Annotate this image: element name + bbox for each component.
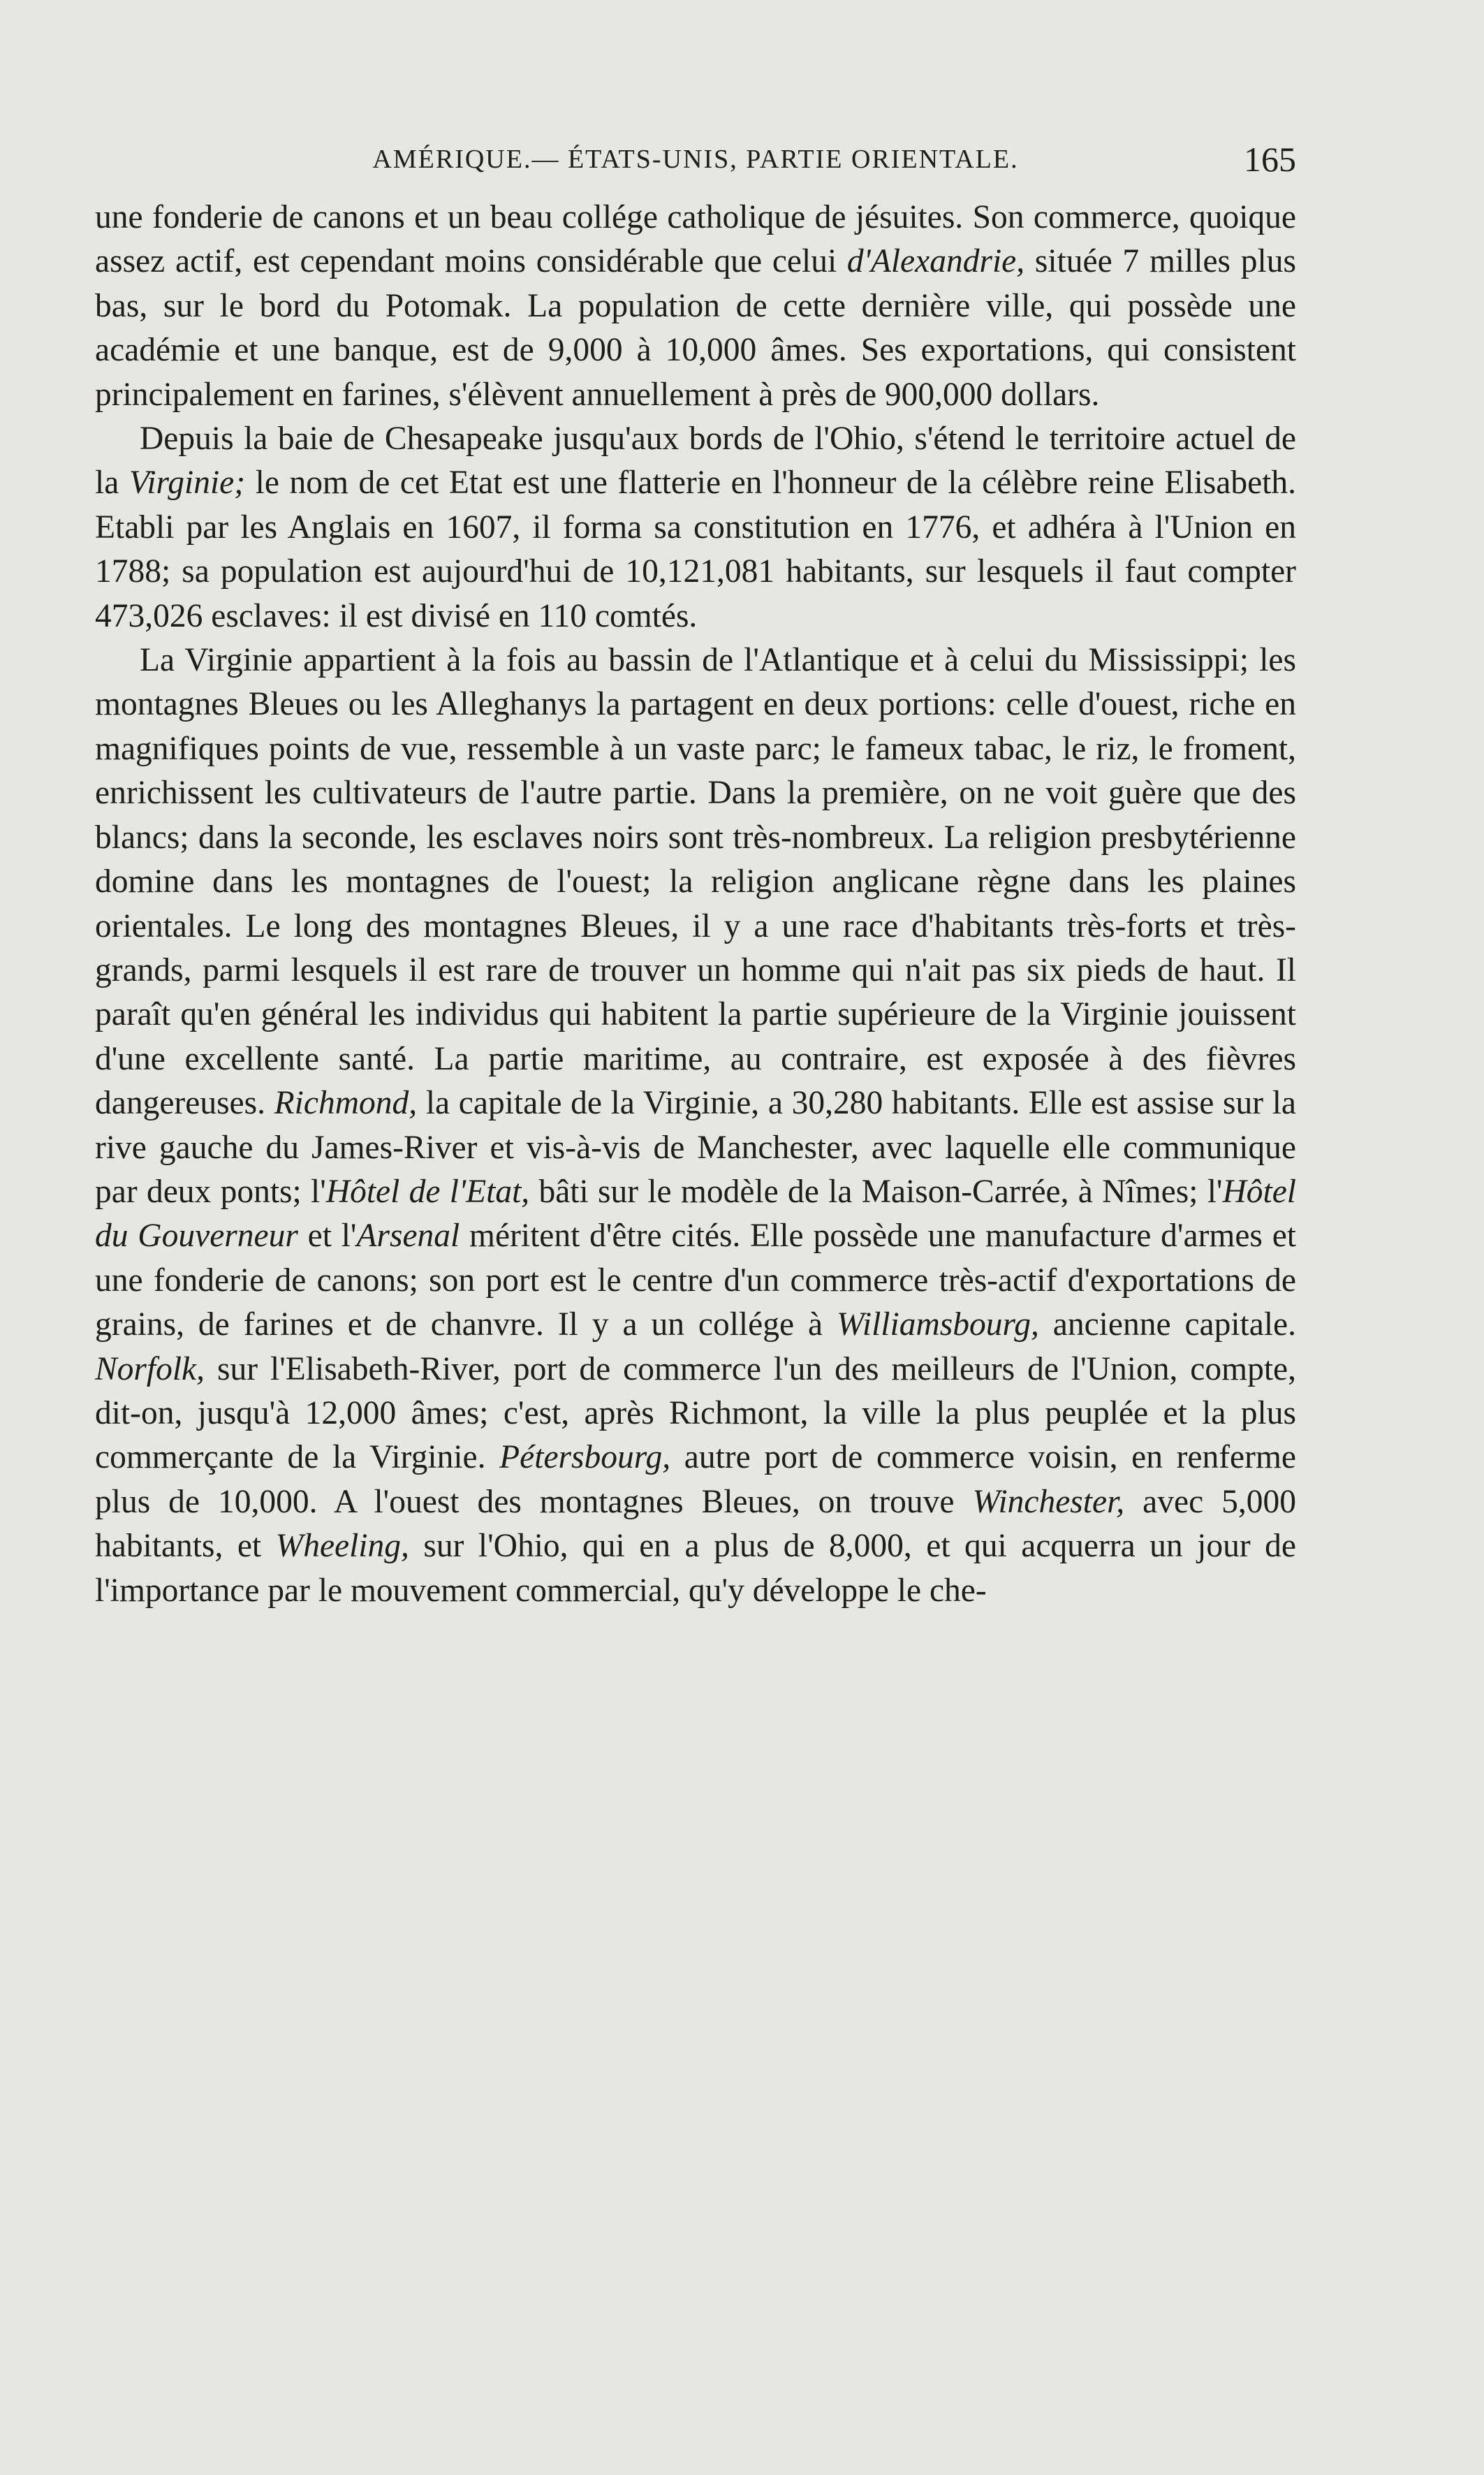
place-name-williamsbourg: Williamsbourg, bbox=[836, 1306, 1039, 1343]
text-run: une fonderie de canons et un beau collége catholique de jésuites. Son commerce, quoique assez actif, est cependant moins considérable que celui bbox=[95, 199, 1296, 280]
text-run: située 7 milles plus bas, sur le bord du Potomak. La population de cette dernière ville, qui possède une académie et une banque, est de 9,000 à 10,000 âmes. Ses exportations, qui consistent principalement en farines, s'élèvent annuellement à près de 900,000 dollars. bbox=[95, 243, 1296, 413]
page-number: 165 bbox=[1244, 140, 1296, 179]
place-name-wheeling: Wheeling, bbox=[275, 1528, 409, 1565]
text-run: et l' bbox=[297, 1218, 357, 1255]
text-run: méritent d'être cités. Elle possède une manufacture d'armes et une fonderie de canons; son port est le centre d'un commerce très-actif d'exportations de grains, de farines et de chanvre. Il y a un collége à bbox=[95, 1218, 1296, 1343]
text-run: ancienne capitale. bbox=[1038, 1306, 1296, 1343]
place-name-richmond: Richmond, bbox=[274, 1085, 418, 1122]
text-run: avec 5,000 habitants, et bbox=[95, 1483, 1297, 1565]
paragraph-3 bbox=[95, 638, 1296, 1613]
running-head: AMÉRIQUE.— ÉTATS-UNIS, PARTIE ORIENTALE. bbox=[372, 145, 1019, 174]
text-run: Depuis la baie de Chesapeake jusqu'aux bords de l'Ohio, s'étend le territoire actuel de la bbox=[95, 421, 1296, 502]
page-header bbox=[95, 131, 1296, 187]
place-name-hotel-etat: Hôtel de l'Etat, bbox=[325, 1173, 530, 1210]
text-run: sur l'Ohio, qui en a plus de 8,000, et qui acquerra un jour de l'importance par le mouvement commercial, qu'y développe le che- bbox=[95, 1528, 1296, 1609]
paragraph-2 bbox=[95, 417, 1296, 638]
place-name-virginie: Virginie; bbox=[128, 465, 246, 502]
place-name-alexandrie: d'Alexandrie, bbox=[846, 243, 1025, 280]
text-run: bâti sur le modèle de la Maison-Carrée, à Nîmes; l' bbox=[529, 1173, 1223, 1210]
place-name-winchester: Winchester, bbox=[972, 1483, 1125, 1520]
text-run: autre port de commerce voisin, en renferme plus de 10,000. A l'ouest des montagnes Bleues, on trouve bbox=[95, 1439, 1296, 1520]
text-run: la capitale de la Virginie, a 30,280 habitants. Elle est assise sur la rive gauche du James-River et vis-à-vis de Manchester, avec laquelle elle communique par deux ponts; l' bbox=[95, 1085, 1296, 1210]
place-name-petersbourg: Pétersbourg, bbox=[499, 1439, 671, 1476]
paragraph-1 bbox=[95, 196, 1296, 417]
body-text bbox=[95, 196, 1296, 1613]
text-run: le nom de cet Etat est une flatterie en l'honneur de la célèbre reine Elisabeth. Etabli par les Anglais en 1607, il forma sa constitution en 1776, et adhéra à l'Union en 1788; sa population est aujourd'hui de 10,121,081 habitants, sur lesquels il faut compter 473,026 esclaves: il est divisé en 110 comtés. bbox=[95, 465, 1297, 634]
text-run: sur l'Elisabeth-River, port de commerce l'un des meilleurs de l'Union, compte, dit-on, jusqu'à 12,000 âmes; c'est, après Richmont, la ville la plus peuplée et la plus commerçante de la Virginie. bbox=[95, 1350, 1296, 1476]
text-run: La Virginie appartient à la fois au bassin de l'Atlantique et à celui du Mississippi; les montagnes Bleues ou les Alleghanys la partagent en deux portions: celle d'ouest, riche en magnifiques points de vue, ressemble à un vaste parc; le fameux tabac, le riz, le froment, enrichissent les cultivateurs de l'autre partie. Dans la première, on ne voit guère que des blancs; dans la seconde, les esclaves noirs sont très-nombreux. La religion presbytérienne domine dans les montagnes de l'ouest; la religion anglicane règne dans les plaines orientales. Le long des montagnes Bleues, il y a une race d'habitants très-forts et très-grands, parmi lesquels il est rare de trouver un homme qui n'ait pas six pieds de haut. Il paraît qu'en général les individus qui habitent la partie supérieure de la Virginie jouissent d'une excellente santé. La partie maritime, au contraire, est exposée à des fièvres dangereuses. bbox=[95, 642, 1296, 1122]
place-name-norfolk: Norfolk, bbox=[95, 1350, 205, 1387]
place-name-hotel-gouverneur: Hôtel du Gouverneur bbox=[95, 1173, 1296, 1255]
place-name-arsenal: Arsenal bbox=[356, 1218, 460, 1255]
